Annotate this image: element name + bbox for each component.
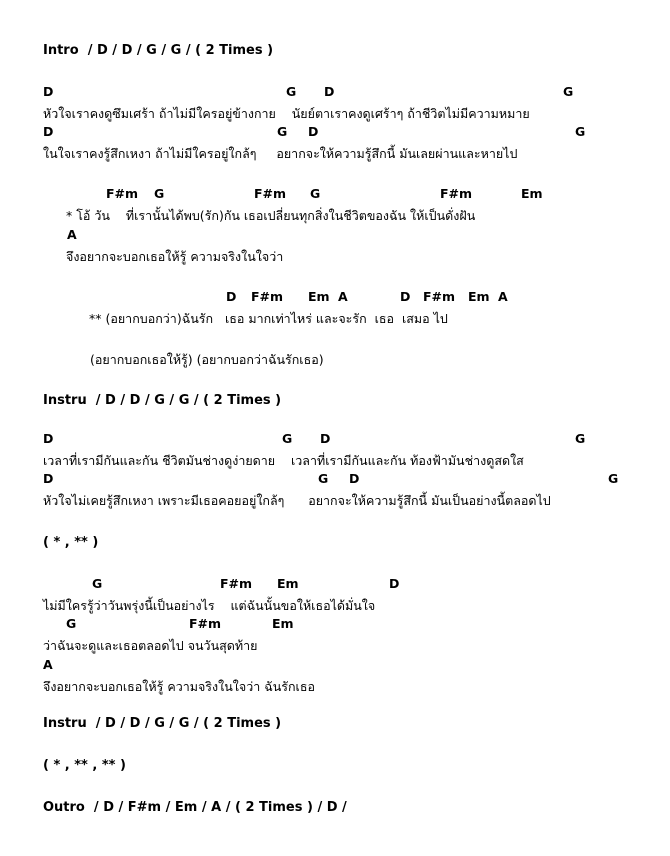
section-instru: Instru / D / D / G / G / ( 2 Times ) xyxy=(43,716,282,731)
chord: A xyxy=(498,289,508,304)
chord: D xyxy=(226,289,237,304)
section-repeat: ( * , ** ) xyxy=(43,535,99,550)
chord: D xyxy=(320,431,331,446)
chord: G xyxy=(575,124,586,139)
section-repeat: ( * , ** , ** ) xyxy=(43,758,126,773)
chord: D xyxy=(389,576,400,591)
lyric-line: หัวใจเราคงดูซึมเศร้า ถ้าไม่มีใครอยู่ข้างกาย นัยย์ตาเราคงดูเศร้าๆ ถ้าชีวิตไม่มีความหมาย xyxy=(43,106,530,121)
chord: F#m xyxy=(423,289,456,304)
lyric-line: จึงอยากจะบอกเธอให้รู้ ความจริงในใจว่า xyxy=(66,249,284,264)
chord: D xyxy=(43,431,54,446)
chord: G xyxy=(92,576,103,591)
chord: Em xyxy=(468,289,490,304)
chord: G xyxy=(608,471,619,486)
chord: A xyxy=(67,227,77,242)
chord: G xyxy=(310,186,321,201)
chord: D xyxy=(324,84,335,99)
chord: F#m xyxy=(220,576,253,591)
chord: Em xyxy=(272,616,294,631)
chord: A xyxy=(338,289,348,304)
chord: G xyxy=(277,124,288,139)
chord: G xyxy=(66,616,77,631)
chord: Em xyxy=(277,576,299,591)
lyric-line: ว่าฉันจะดูและเธอตลอดไป จนวันสุดท้าย xyxy=(43,638,258,653)
chord: F#m xyxy=(106,186,139,201)
chord: G xyxy=(318,471,329,486)
lyric-line: ** (อยากบอกว่า)ฉันรัก เธอ มากเท่าไหร่ และจะรัก เธอ เสมอ ไป xyxy=(89,311,448,326)
chord: A xyxy=(43,657,53,672)
lyric-line: จึงอยากจะบอกเธอให้รู้ ความจริงในใจว่า ฉันรักเธอ xyxy=(43,679,315,694)
section-instru: Instru / D / D / G / G / ( 2 Times ) xyxy=(43,393,282,408)
chord: D xyxy=(43,471,54,486)
chord: D xyxy=(349,471,360,486)
lyric-line: ในใจเราคงรู้สึกเหงา ถ้าไม่มีใครอยู่ใกล้ๆ อยากจะให้ความรู้สึกนี้ มันเลยผ่านและหายไป xyxy=(43,146,518,161)
lyric-line: * โอ้ วัน ที่เรานั้นได้พบ(รัก)กัน เธอเปลี่ยนทุกสิ่งในชีวิตของฉัน ให้เป็นดั่งฝัน xyxy=(66,208,476,223)
chord: F#m xyxy=(440,186,473,201)
chord: Em xyxy=(521,186,543,201)
chord: D xyxy=(308,124,319,139)
chord: G xyxy=(154,186,165,201)
lyric-line: หัวใจไม่เคยรู้สึกเหงา เพราะมีเธอคอยอยู่ใกล้ๆ อยากจะให้ความรู้สึกนี้ มันเป็นอย่างนี้ตลอดไป xyxy=(43,493,551,508)
chord: F#m xyxy=(251,289,284,304)
lyric-line: (อยากบอกเธอให้รู้) (อยากบอกว่าฉันรักเธอ) xyxy=(90,352,324,367)
chord: D xyxy=(43,124,54,139)
chord: D xyxy=(43,84,54,99)
lyric-line: เวลาที่เรามีกันและกัน ชีวิตมันช่างดูง่ายดาย เวลาที่เรามีกันและกัน ท้องฟ้ามันช่างดูสดใส xyxy=(43,453,524,468)
chord: D xyxy=(400,289,411,304)
chord: G xyxy=(575,431,586,446)
chord: G xyxy=(563,84,574,99)
chord: F#m xyxy=(189,616,222,631)
lyric-line: ไม่มีใครรู้ว่าวันพรุ่งนี้เป็นอย่างไร แต่ฉันนั้นขอให้เธอได้มั่นใจ xyxy=(43,598,376,613)
chord: F#m xyxy=(254,186,287,201)
chord: G xyxy=(286,84,297,99)
chord: Em xyxy=(308,289,330,304)
chord: G xyxy=(282,431,293,446)
section-outro: Outro / D / F#m / Em / A / ( 2 Times ) / D / xyxy=(43,800,347,815)
section-intro: Intro / D / D / G / G / ( 2 Times ) xyxy=(43,43,274,58)
